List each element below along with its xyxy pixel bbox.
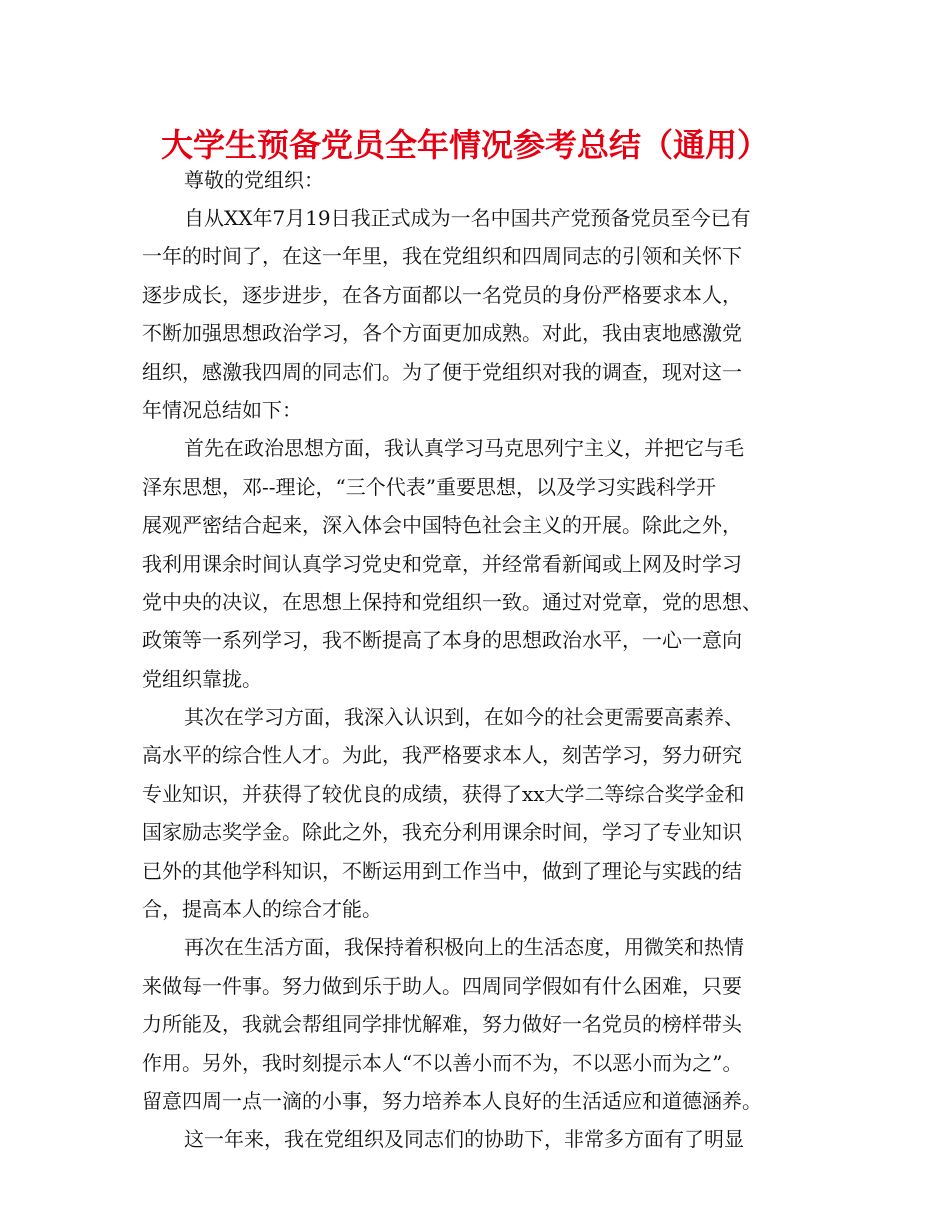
- body-line: 高水平的综合性人才。为此，我严格要求本人，刻苦学习，努力研究: [142, 743, 742, 768]
- body-line: 泽东思想，邓--理论，“三个代表”重要思想，以及学习实践科学开: [142, 474, 716, 499]
- body-line: 政策等一系列学习，我不断提高了本身的思想政治水平，一心一意向: [142, 628, 742, 653]
- body-line: 已外的其他学科知识，不断运用到工作当中，做到了理论与实践的结: [142, 858, 742, 883]
- document-body: [142, 199, 842, 1159]
- body-line: 逐步成长，逐步进步，在各方面都以一名党员的身份严格要求本人，: [142, 282, 742, 307]
- body-line: 留意四周一点一滴的小事，努力培养本人良好的生活适应和道德涵养。: [142, 1088, 762, 1113]
- document-title: 大学生预备党员全年情况参考总结（通用）: [160, 126, 769, 164]
- body-line: 不断加强思想政治学习，各个方面更加成熟。对此，我由衷地感激党: [142, 321, 742, 346]
- body-line: 力所能及，我就会帮组同学排忧解难，努力做好一名党员的榜样带头: [142, 1012, 742, 1037]
- body-line: 作用。另外，我时刻提示本人“不以善小而不为，不以恶小而为之”。: [142, 1050, 743, 1075]
- body-line: 年情况总结如下：: [142, 397, 302, 422]
- body-line: 我利用课余时间认真学习党史和党章，并经常看新闻或上网及时学习: [142, 551, 742, 576]
- body-line: 再次在生活方面，我保持着积极向上的生活态度，用微笑和热情: [184, 935, 744, 960]
- body-line: 党中央的决议，在思想上保持和党组织一致。通过对党章，党的思想、: [142, 589, 762, 614]
- body-line: 自从XX年7月19日我正式成为一名中国共产党预备党员至今已有: [184, 206, 751, 230]
- body-line: 国家励志奖学金。除此之外，我充分利用课余时间，学习了专业知识: [142, 820, 742, 845]
- body-line: 来做每一件事。努力做到乐于助人。四周同学假如有什么困难，只要: [142, 973, 742, 998]
- body-line: 专业知识，并获得了较优良的成绩，获得了xx大学二等综合奖学金和: [142, 781, 745, 806]
- body-line: 组织，感激我四周的同志们。为了便于党组织对我的调查，现对这一: [142, 359, 742, 384]
- body-line: 首先在政治思想方面，我认真学习马克思列宁主义，并把它与毛: [184, 436, 744, 461]
- salutation: 尊敬的党组织：: [184, 168, 324, 192]
- body-line: 展观严密结合起来，深入体会中国特色社会主义的开展。除此之外，: [142, 513, 742, 538]
- body-line: 合，提高本人的综合才能。: [142, 897, 382, 922]
- body-line: 一年的时间了，在这一年里，我在党组织和四周同志的引领和关怀下: [142, 244, 742, 269]
- body-line: 其次在学习方面，我深入认识到，在如今的社会更需要高素养、: [184, 705, 744, 730]
- body-line: 这一年来，我在党组织及同志们的协助下，非常多方面有了明显: [184, 1127, 744, 1152]
- body-line: 党组织靠拢。: [142, 666, 262, 691]
